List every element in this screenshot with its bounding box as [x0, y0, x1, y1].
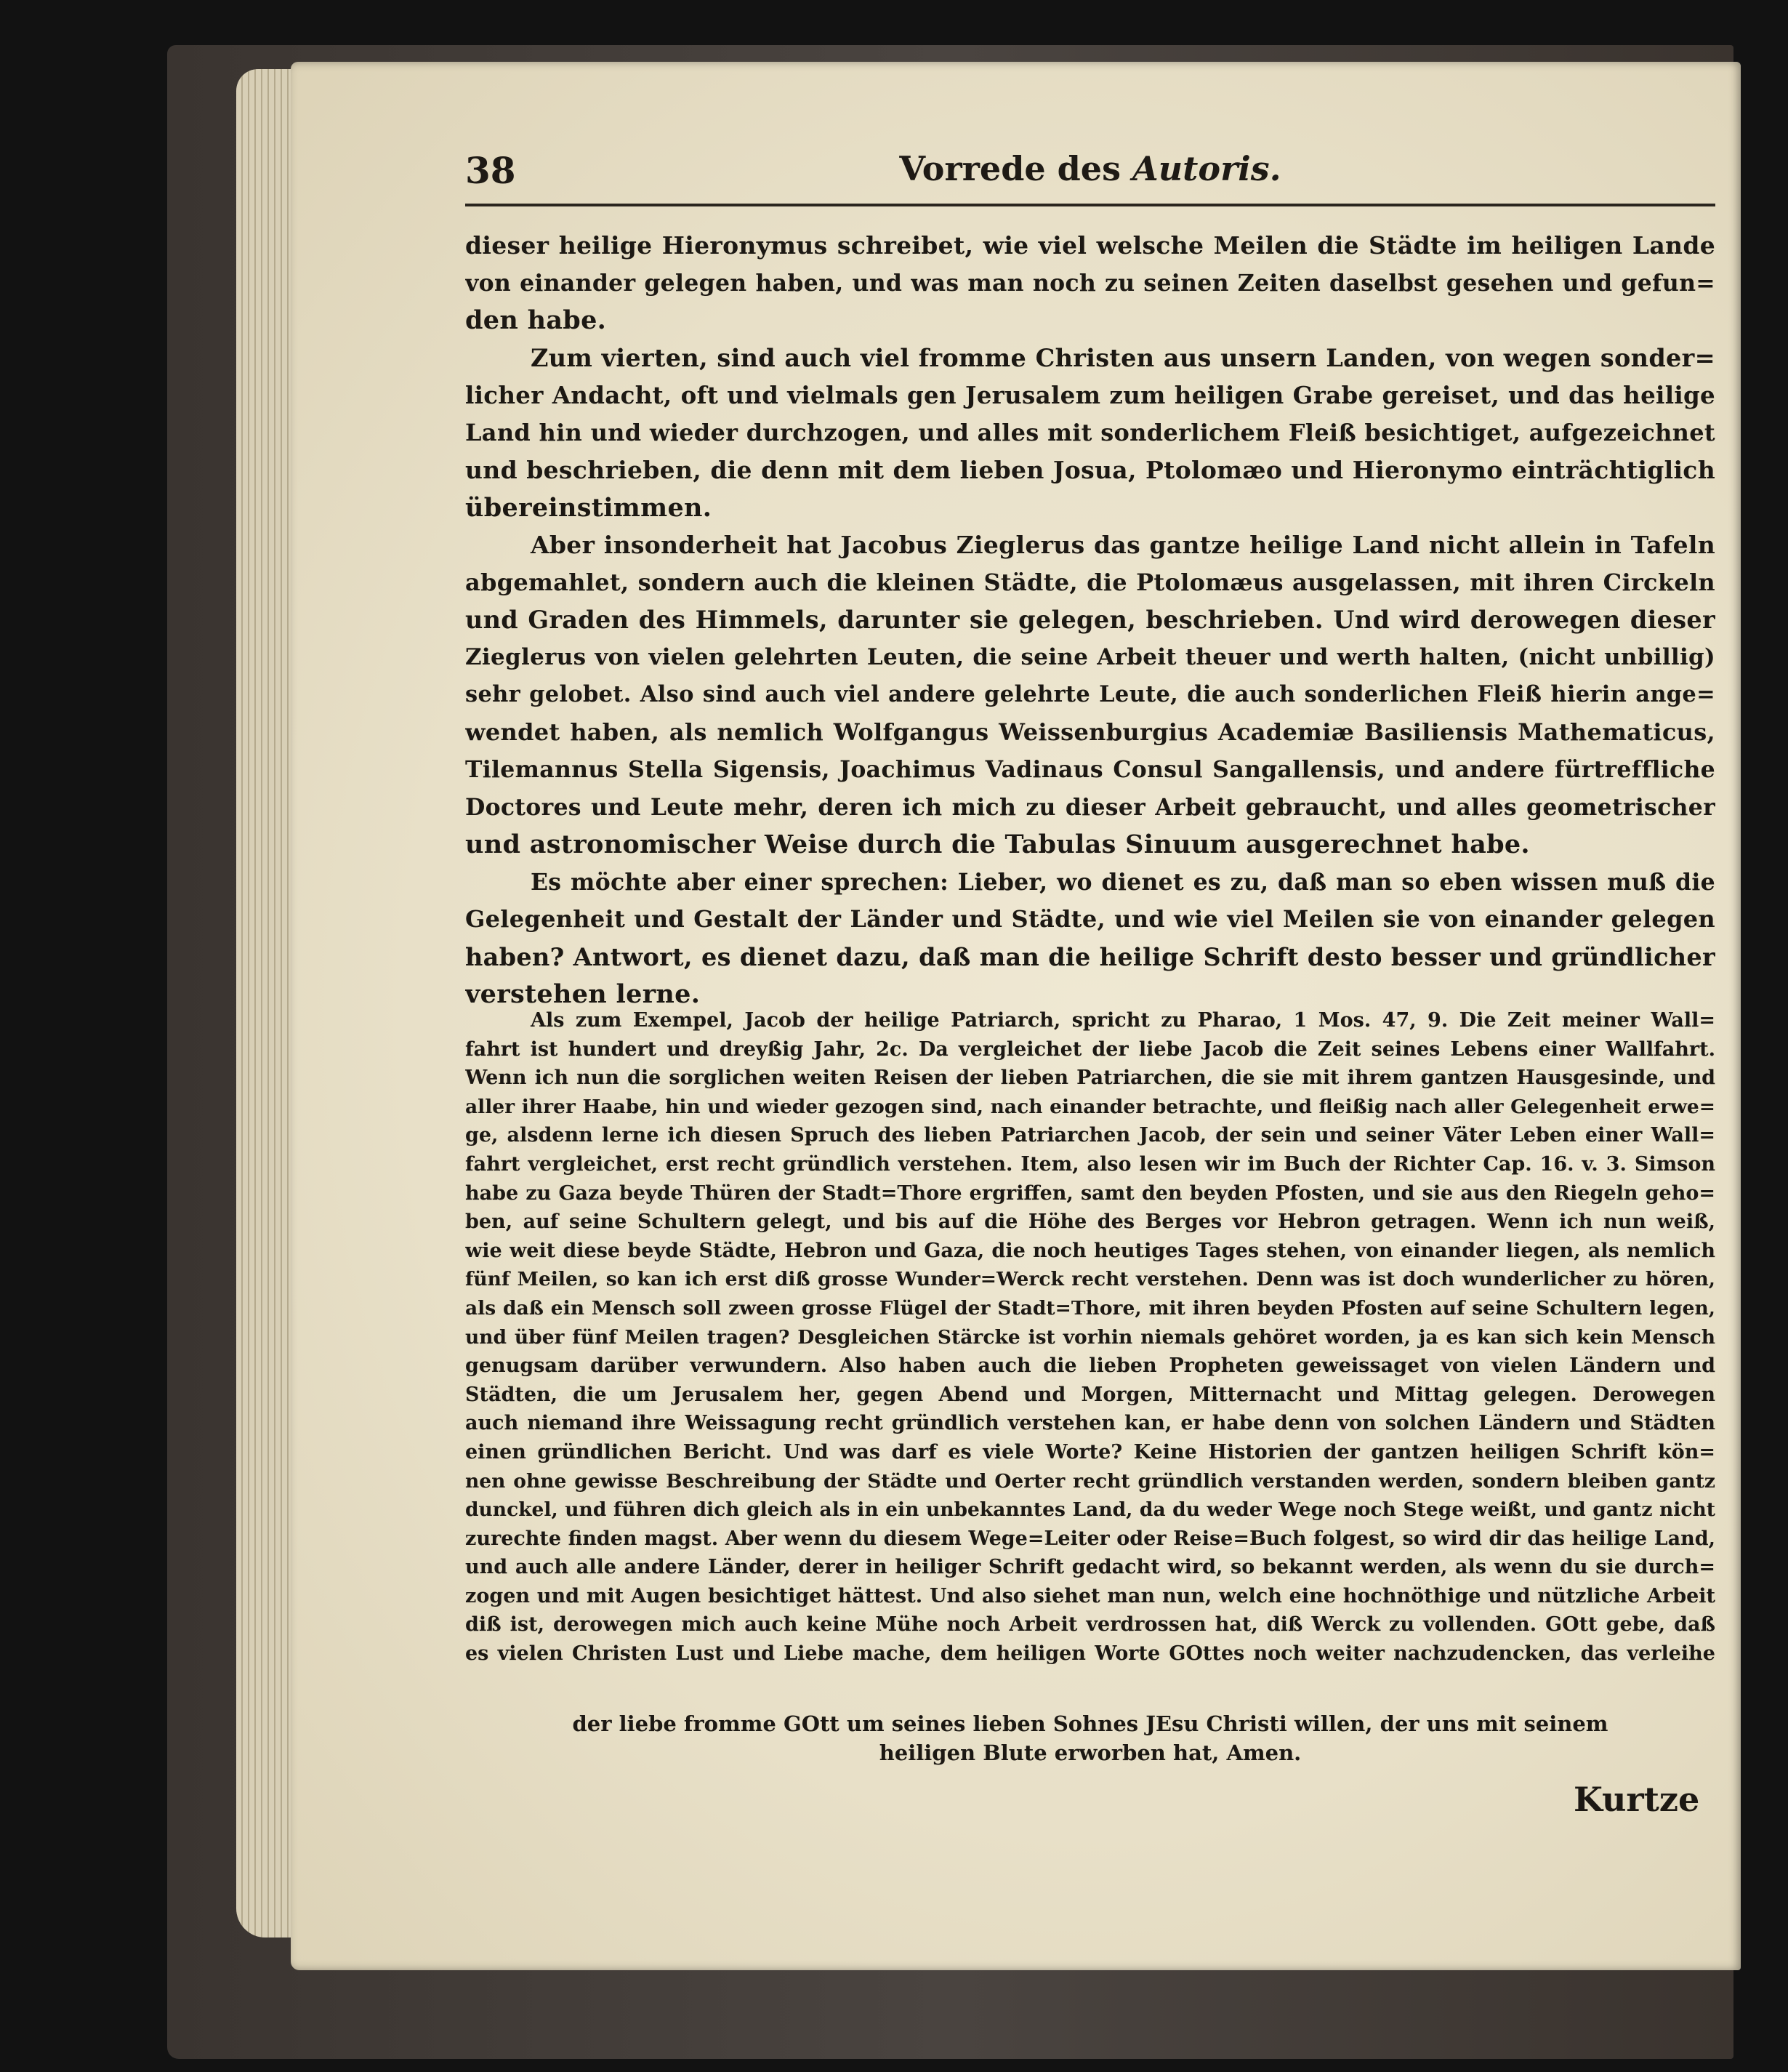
text-line: ge, alsdenn lerne ich diesen Spruch des lieben Patriarchen Jacob, der sein und seiner Väter Leben einer Wall=	[465, 1124, 1715, 1147]
text-line: zogen und mit Augen besichtiget hättest. Und also siehet man nun, welch eine hochnöthige und nützliche Arbeit	[465, 1584, 1715, 1607]
closing-line: heiligen Blute erworben hat, Amen.	[879, 1740, 1302, 1765]
text-line: übereinstimmen.	[465, 492, 712, 523]
text-line: abgemahlet, sondern auch die kleinen Städte, die Ptolomæus ausgelassen, mit ihren Circkeln	[465, 568, 1715, 596]
text-line: auch niemand ihre Weissagung recht gründlich verstehen kan, er habe denn von solchen Ländern und Städten	[465, 1412, 1715, 1435]
text-line: Doctores und Leute mehr, deren ich mich zu dieser Arbeit gebraucht, und alles geometrischer	[465, 793, 1715, 821]
page-number: 38	[465, 149, 516, 192]
text-line: haben? Antwort, es dienet dazu, daß man die heilige Schrift desto besser und gründlicher	[465, 942, 1715, 971]
text-line: diß ist, derowegen mich auch keine Mühe noch Arbeit verdrossen hat, diß Werck zu vollenden. GOtt gebe, daß	[465, 1613, 1715, 1637]
text-line: den habe.	[465, 305, 607, 335]
footnote-text	[465, 1006, 1715, 1669]
text-line: einen gründlichen Bericht. Und was darf es viele Worte? Keine Historien der gantzen heiligen Schrift kön=	[465, 1440, 1715, 1463]
running-title-italic: Autoris.	[1132, 149, 1281, 188]
text-line: und beschrieben, die denn mit dem lieben Josua, Ptolomæo und Hieronymo einträchtiglich	[465, 456, 1715, 484]
text-line: ben, auf seine Schultern gelegt, und bis auf die Höhe des Berges vor Hebron getragen. Wenn ich nun weiß,	[465, 1210, 1715, 1234]
text-line: Wenn ich nun die sorglichen weiten Reisen der lieben Patriarchen, die sie mit ihrem gantzen Hausgesinde, und	[465, 1067, 1715, 1090]
text-line: und astronomischer Weise durch die Tabulas Sinuum ausgerechnet habe.	[465, 830, 1530, 859]
text-line: Tilemannus Stella Sigensis, Joachimus Vadinaus Consul Sangallensis, und andere fürtreffliche	[465, 756, 1715, 783]
text-line: Zieglerus von vielen gelehrten Leuten, die seine Arbeit theuer und werth halten, (nicht unbillig)	[465, 643, 1715, 670]
text-line: fünf Meilen, so kan ich erst diß grosse Wunder=Werck recht verstehen. Denn was ist doch wunderlicher zu hören,	[465, 1268, 1715, 1291]
text-line: dunckel, und führen dich gleich als in ein unbekanntes Land, da du weder Wege noch Stege weißt, und gantz nicht	[465, 1498, 1715, 1522]
text-line: nen ohne gewisse Beschreibung der Städte und Oerter recht gründlich verstanden werden, sondern bleiben gantz	[465, 1469, 1715, 1493]
text-line: und über fünf Meilen tragen? Desgleichen Stärcke ist vorhin niemals gehöret worden, ja es kan sich kein Mensch	[465, 1325, 1715, 1349]
closing-line: der liebe fromme GOtt um seines lieben Sohnes JEsu Christi willen, der uns mit seinem	[572, 1711, 1608, 1736]
text-line: zurechte finden magst. Aber wenn du diesem Wege=Leiter oder Reise=Buch folgest, so wird dir das heilige Land,	[465, 1527, 1715, 1550]
text-line: Aber insonderheit hat Jacobus Zieglerus das gantze heilige Land nicht allein in Tafeln	[531, 531, 1715, 559]
text-line: wie weit diese beyde Städte, Hebron und Gaza, die noch heutiges Tages stehen, von einander liegen, als nemlich	[465, 1239, 1715, 1262]
text-line: Als zum Exempel, Jacob der heilige Patriarch, spricht zu Pharao, 1 Mos. 47, 9. Die Zeit meiner Wall=	[531, 1009, 1715, 1032]
text-line: Städten, die um Jerusalem her, gegen Abend und Morgen, Mitternacht und Mittag gelegen. Derowegen	[465, 1383, 1715, 1406]
text-line: es vielen Christen Lust und Liebe mache, dem heiligen Worte GOttes noch weiter nachzudencken, das verleihe	[465, 1642, 1715, 1666]
running-title-text: Vorrede des	[899, 149, 1121, 188]
text-line: Land hin und wieder durchzogen, und alles mit sonderlichem Fleiß besichtiget, aufgezeichnet	[465, 418, 1715, 446]
running-title	[465, 149, 1715, 188]
text-line: sehr gelobet. Also sind auch viel andere gelehrte Leute, die auch sonderlichen Fleiß hierin ange=	[465, 681, 1715, 707]
page-header	[465, 149, 1715, 200]
text-line: verstehen lerne.	[465, 979, 701, 1009]
text-line: von einander gelegen haben, und was man noch zu seinen Zeiten daselbst gesehen und gefun=	[465, 269, 1715, 297]
text-line: Zum vierten, sind auch viel fromme Christen aus unsern Landen, von wegen sonder=	[531, 343, 1715, 372]
text-line: Gelegenheit und Gestalt der Länder und Städte, und wie viel Meilen sie von einander gelegen	[465, 905, 1715, 933]
text-line: Es möchte aber einer sprechen: Lieber, wo dienet es zu, daß man so eben wissen muß die	[531, 868, 1715, 896]
text-line: dieser heilige Hieronymus schreibet, wie viel welsche Meilen die Städte im heiligen Lande	[465, 231, 1715, 260]
header-rule	[465, 204, 1715, 206]
catchword: Kurtze	[1574, 1780, 1700, 1819]
main-text	[465, 227, 1715, 1013]
text-line: fahrt vergleichet, erst recht gründlich verstehen. Item, also lesen wir im Buch der Richter Cap. 16. v. 3. Simson	[465, 1152, 1715, 1176]
text-line: genugsam darüber verwundern. Also haben auch die lieben Propheten geweissaget von vielen Ländern und	[465, 1354, 1715, 1378]
text-line: aller ihrer Haabe, hin und wieder gezogen sind, nach einander betrachte, und fleißig nach aller Gelegenheit erwe=	[465, 1095, 1715, 1118]
text-line: fahrt ist hundert und dreyßig Jahr, 2c. Da vergleichet der liebe Jacob die Zeit seines Lebens einer Wallfahrt.	[465, 1037, 1715, 1061]
text-line: als daß ein Mensch soll zween grosse Flügel der Stadt=Thore, mit ihren beyden Pfosten auf seine Schultern legen,	[465, 1296, 1715, 1320]
closing-lines	[465, 1709, 1715, 1767]
text-line: licher Andacht, oft und vielmals gen Jerusalem zum heiligen Grabe gereiset, und das heilige	[465, 381, 1715, 409]
text-line: und auch alle andere Länder, derer in heiliger Schrift gedacht wird, so bekannt werden, als wenn du sie durch=	[465, 1556, 1715, 1579]
text-line: und Graden des Himmels, darunter sie gelegen, beschrieben. Und wird derowegen dieser	[465, 606, 1715, 634]
text-line: habe zu Gaza beyde Thüren der Stadt=Thore ergriffen, samt den beyden Pfosten, und sie aus den Riegeln geho=	[465, 1181, 1715, 1205]
text-line: wendet haben, als nemlich Wolfgangus Weissenburgius Academiæ Basiliensis Mathematicus,	[465, 718, 1715, 746]
